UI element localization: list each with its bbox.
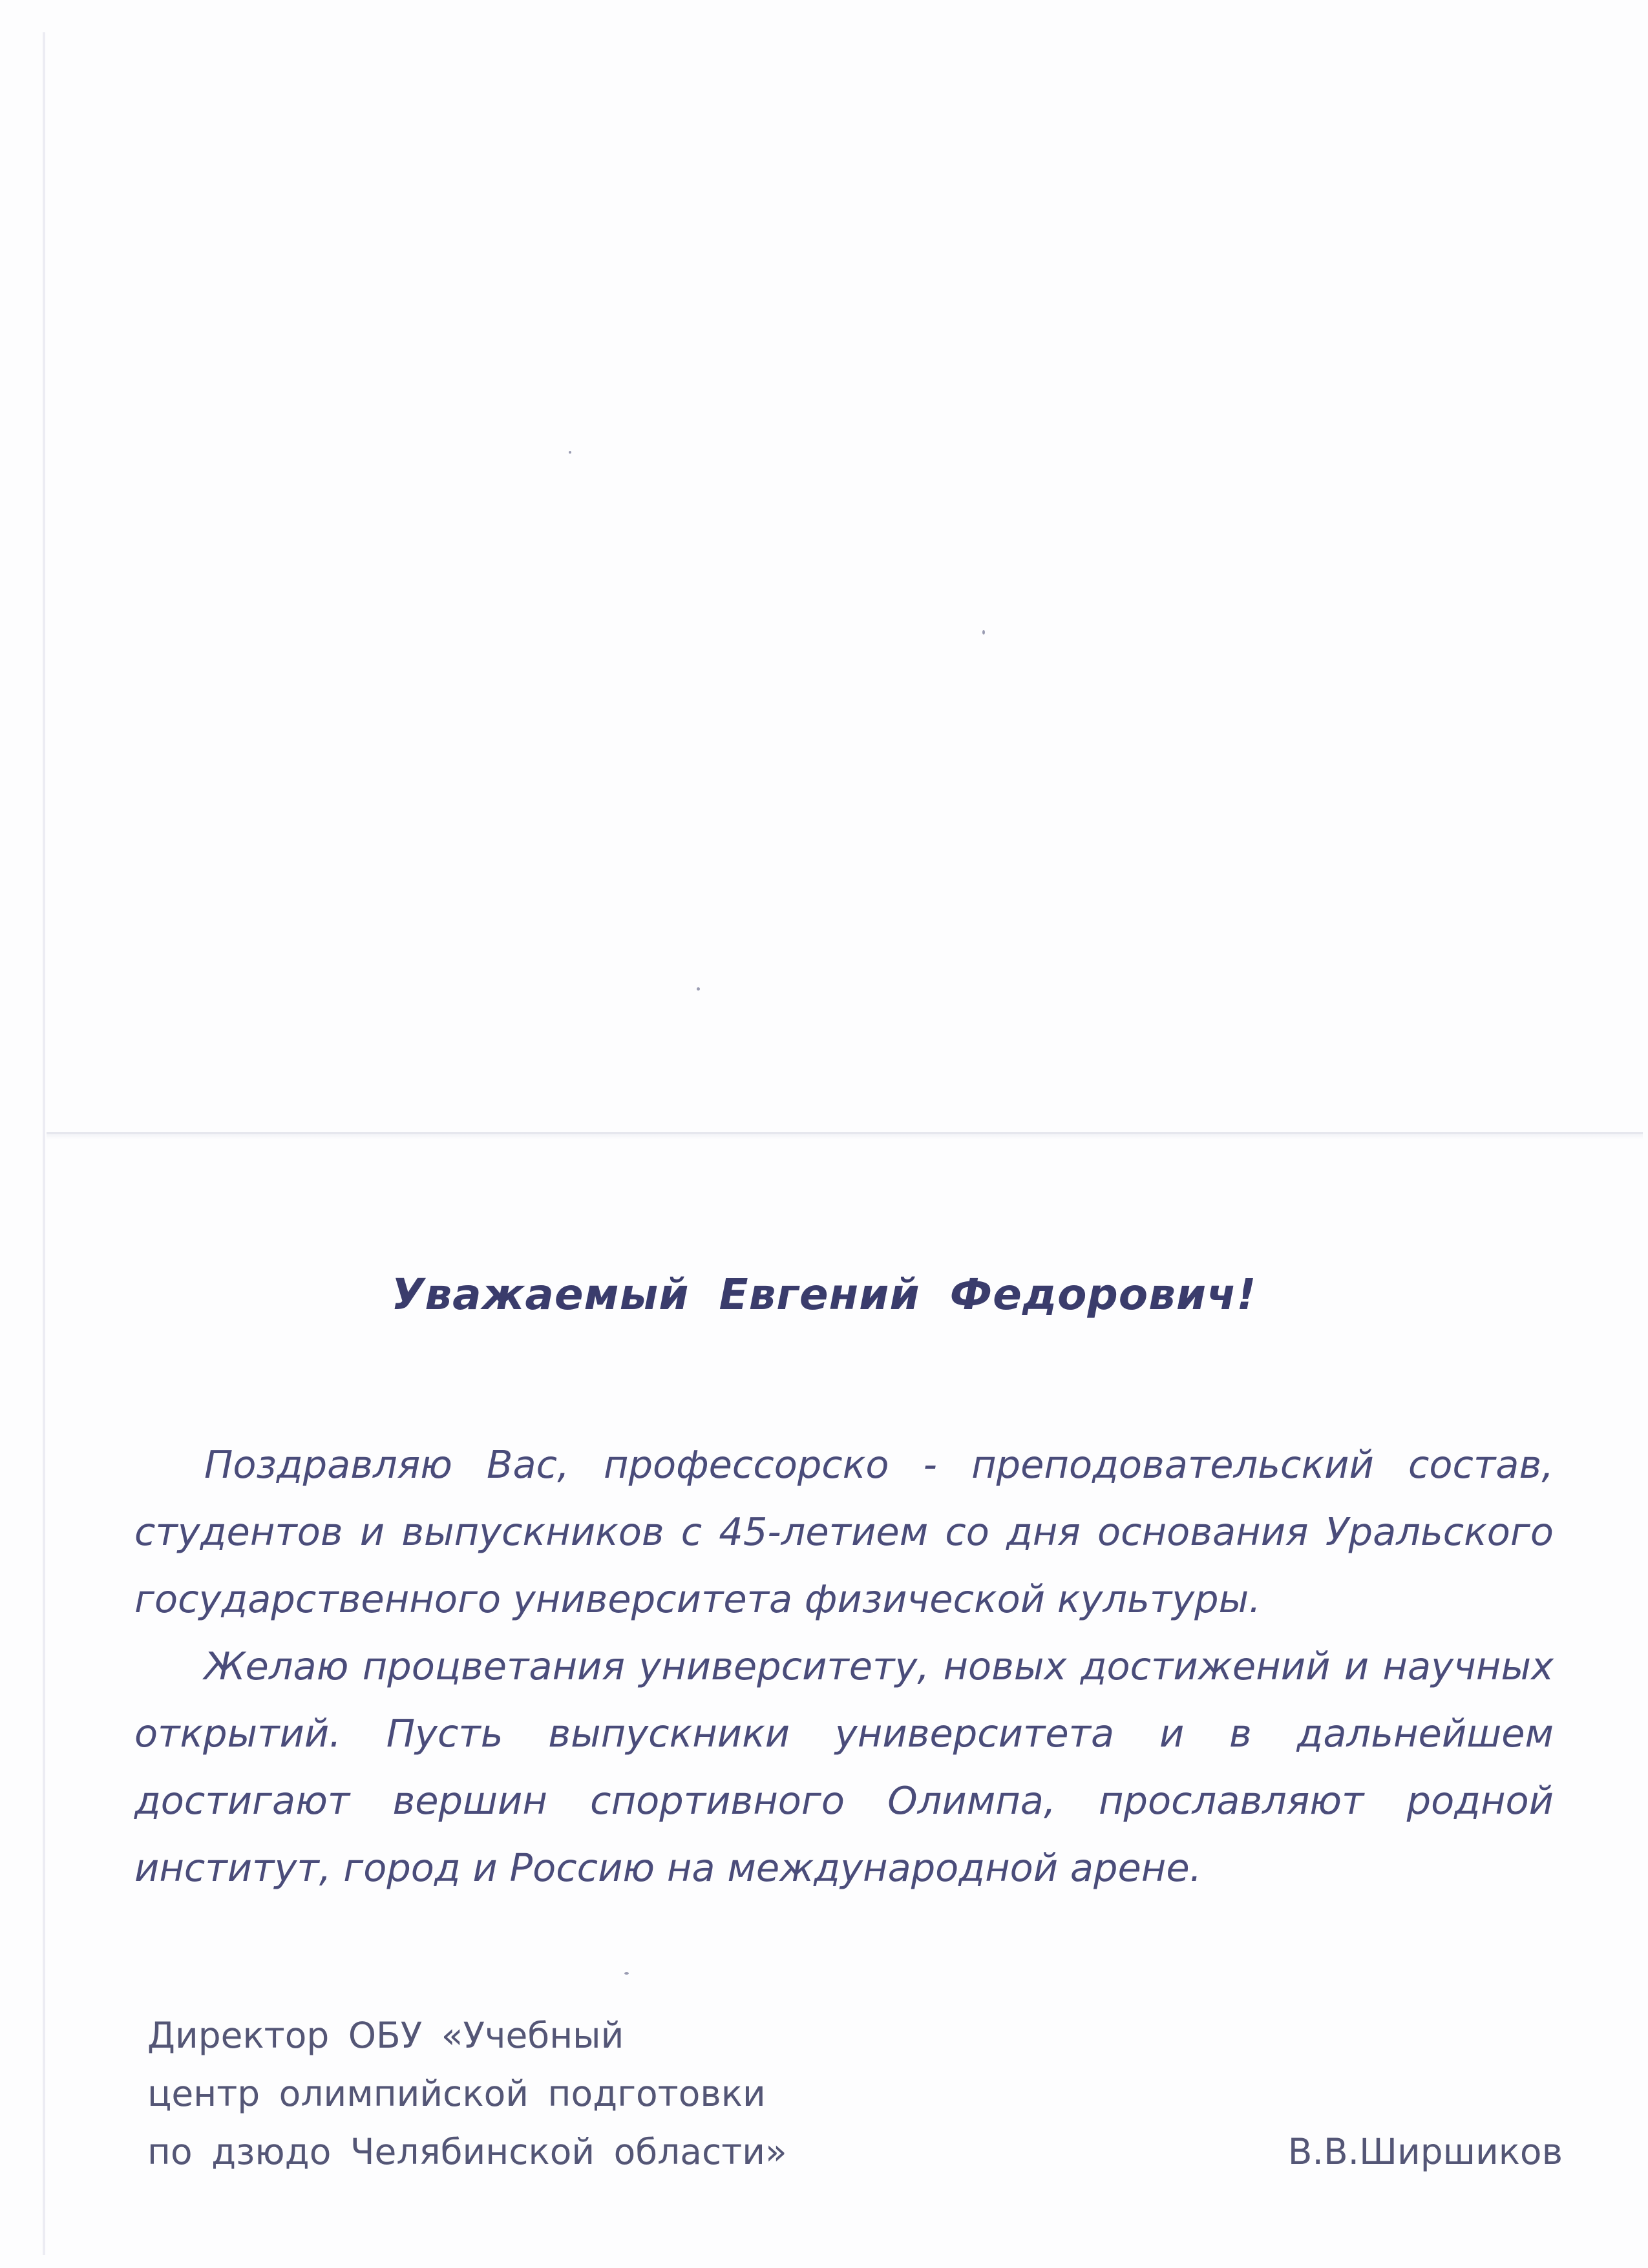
- signature-position-line: центр олимпийской подготовки: [147, 2073, 766, 2114]
- signature-position-line: по дзюдо Челябинской области»: [147, 2131, 787, 2172]
- scan-left-edge: [43, 32, 45, 2255]
- scan-speck: [697, 987, 700, 991]
- signature-position: [147, 2006, 787, 2181]
- scan-speck: [569, 451, 571, 454]
- letter-paragraph-congratulation: Поздравляю Вас, профессорско - преподовательский состав, студентов и выпускников с 45-летием со дня основания Уральского государственного университета физической культуры.: [134, 1442, 1554, 1621]
- signature-position-line: Директор ОБУ «Учебный: [147, 2015, 624, 2056]
- signature-name: В.В.Ширшиков: [1287, 2131, 1563, 2172]
- letter-paragraph-wishes: Желаю процветания университету, новых достижений и научных открытий. Пусть выпускники университета и в дальнейшем достигают вершин спортивного Олимпа, прославляют родной институт, город и Россию на международной арене.: [134, 1644, 1554, 1890]
- scan-speck: [982, 630, 985, 635]
- letter-body: [134, 1431, 1554, 1902]
- scan-speck: [624, 1972, 629, 1975]
- card-fold-shadow: [47, 1134, 1643, 1139]
- letter-greeting: Уважаемый Евгений Федорович!: [391, 1270, 1257, 1319]
